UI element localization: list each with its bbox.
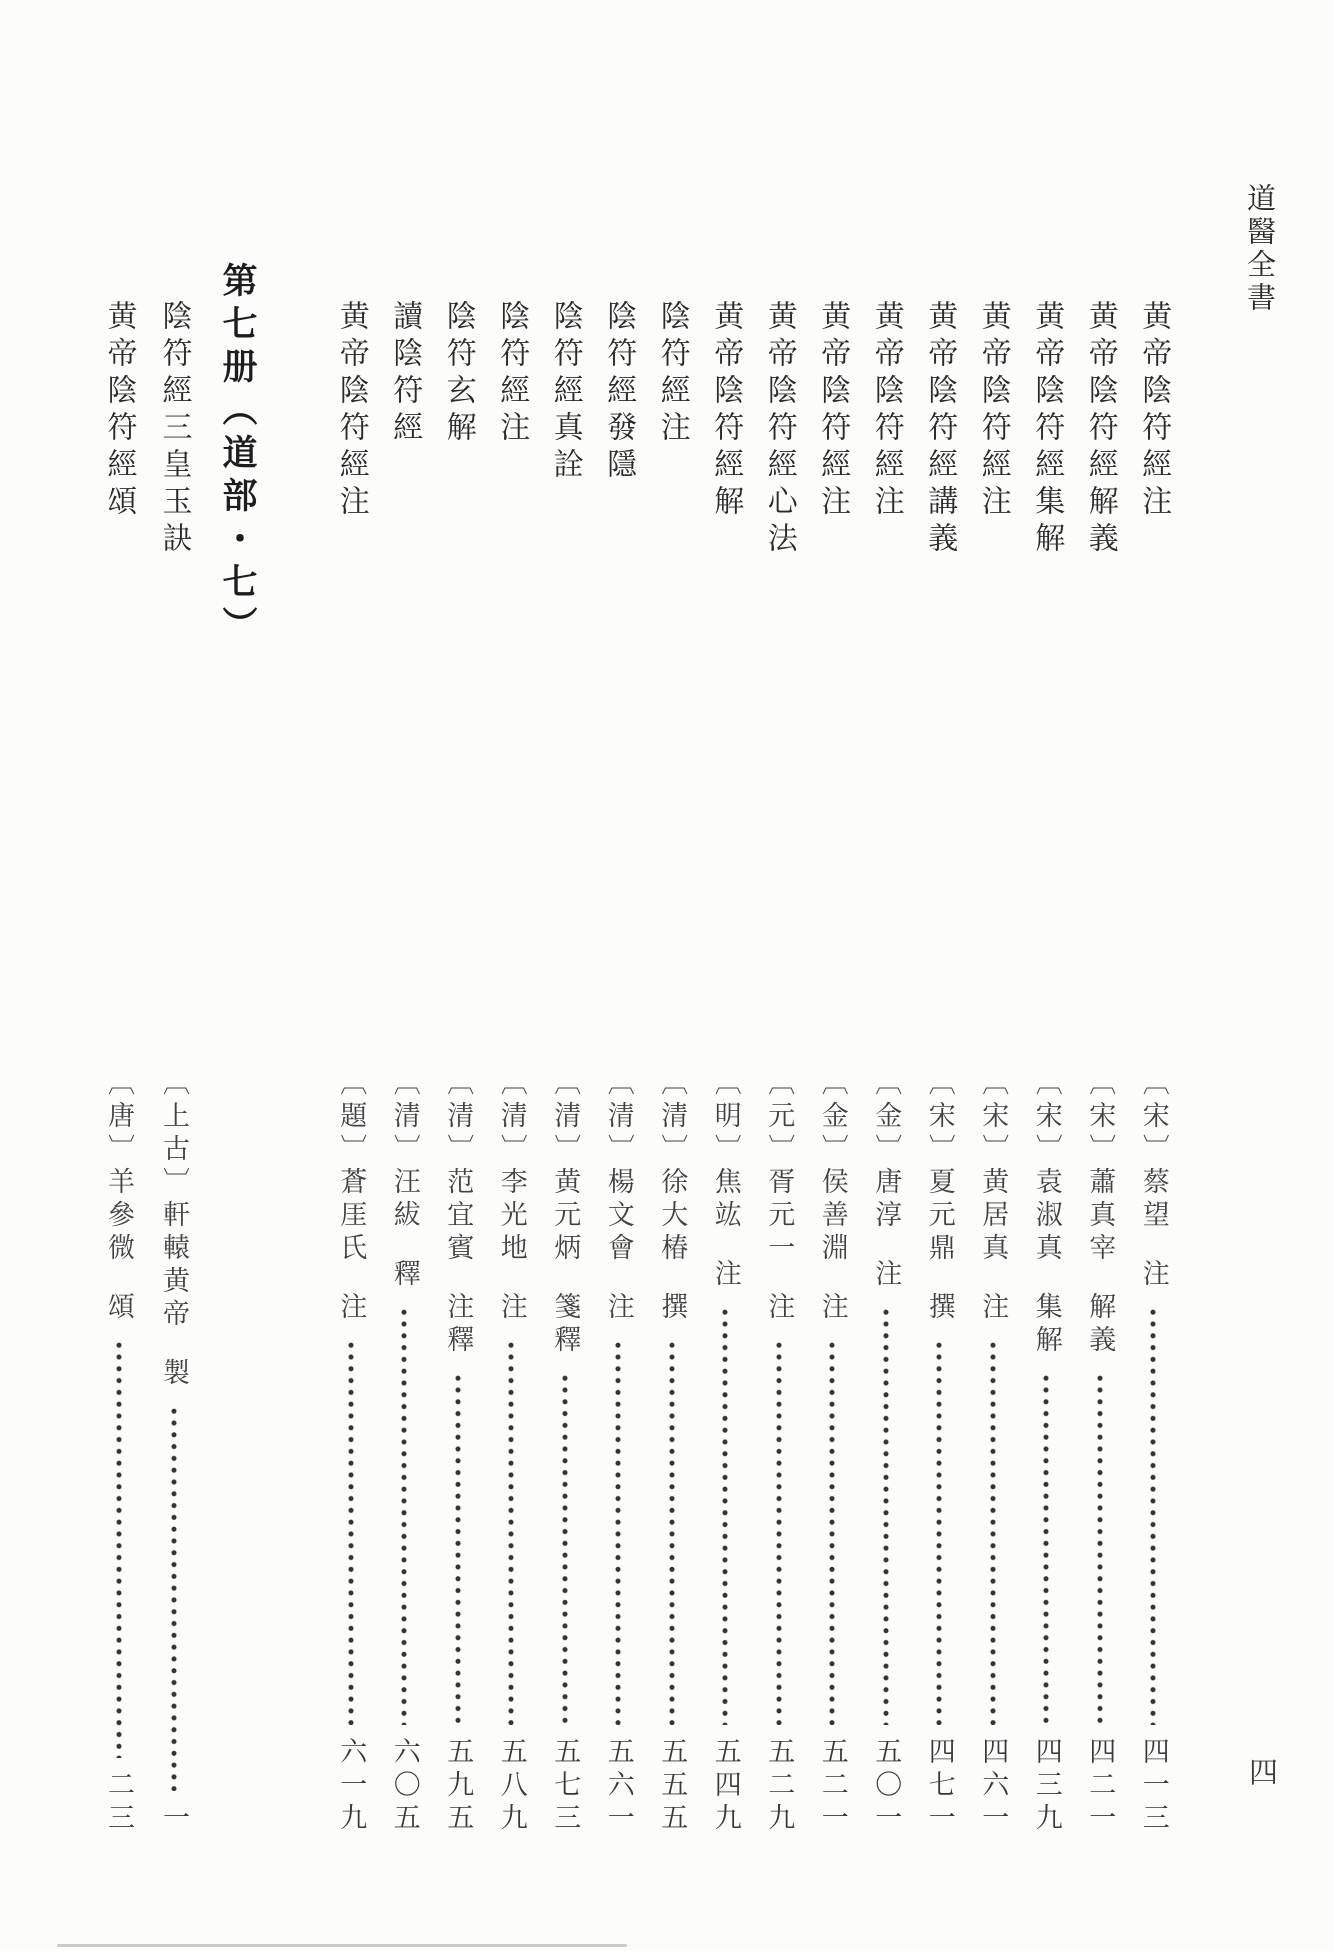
dot-leader (1096, 1374, 1103, 1725)
dot-leader (115, 1341, 122, 1758)
entry-role: 注 (602, 1292, 634, 1325)
entry-attribution (706, 1068, 745, 1292)
entry-author: 〔金〕侯善淵 (816, 1068, 848, 1266)
toc-entry-column (1073, 300, 1127, 1838)
entry-attribution (154, 1068, 193, 1391)
entry-page-number: 四一三 (1137, 1737, 1169, 1836)
entry-attribution-block (652, 1068, 691, 1836)
entry-title: 黄帝陰符經注 (815, 300, 851, 522)
entry-role: 注 (709, 1259, 741, 1292)
entry-title: 陰符經注 (654, 300, 690, 448)
dot-leader (668, 1341, 675, 1725)
entry-page-number: 五四九 (709, 1737, 741, 1836)
entry-page-number: 一 (158, 1803, 189, 1836)
entry-attribution-block (438, 1068, 477, 1836)
entry-role: 注釋 (442, 1292, 474, 1358)
entry-author: 〔唐〕羊參微 (103, 1068, 134, 1266)
toc-entry-column (146, 300, 201, 1838)
entry-attribution (99, 1068, 138, 1325)
entry-role: 解義 (1084, 1292, 1116, 1358)
toc-columns (93, 262, 1180, 1838)
entry-attribution-block (385, 1068, 424, 1836)
entry-author: 〔題〕蒼厓氏 (335, 1068, 367, 1266)
entry-page-number: 四三九 (1030, 1737, 1062, 1836)
entry-title: 讀陰符經 (387, 300, 423, 448)
entry-attribution (545, 1068, 584, 1358)
entry-role: 製 (158, 1358, 189, 1391)
entry-attribution (652, 1068, 691, 1325)
entry-attribution (866, 1068, 905, 1292)
toc-entry-column (1127, 300, 1181, 1838)
toc-section-header-column (206, 262, 268, 1838)
entry-attribution (1027, 1068, 1066, 1358)
entry-page-number: 五〇一 (870, 1737, 902, 1836)
entry-role: 注 (335, 1292, 367, 1325)
entry-page-number: 四六一 (977, 1737, 1009, 1836)
entry-attribution (759, 1068, 798, 1325)
entry-title: 黄帝陰符經注 (1136, 300, 1172, 522)
dot-leader (454, 1374, 461, 1725)
entry-attribution (438, 1068, 477, 1358)
entry-role: 撰 (656, 1292, 688, 1325)
section-header-title: 第七册（道部・七） (217, 262, 258, 649)
toc-entry-column (431, 300, 485, 1838)
book-title-header: 道醫全書 (1243, 183, 1277, 315)
entry-attribution-block (1027, 1068, 1066, 1836)
dot-leader (989, 1341, 996, 1725)
toc-entry-column (324, 300, 378, 1838)
entry-attribution (599, 1068, 638, 1325)
entry-attribution (920, 1068, 959, 1325)
entry-attribution-block (154, 1068, 193, 1836)
entry-attribution-block (1080, 1068, 1119, 1836)
entry-author: 〔金〕唐淳 (870, 1068, 902, 1233)
dot-leader (170, 1407, 177, 1791)
entry-author: 〔清〕徐大椿 (656, 1068, 688, 1266)
entry-role: 注 (763, 1292, 795, 1325)
entry-author: 〔清〕黄元炳 (549, 1068, 581, 1266)
toc-entry-column (966, 300, 1020, 1838)
dot-leader (561, 1374, 568, 1725)
entry-title: 黄帝陰符經講義 (922, 300, 958, 559)
entry-author: 〔清〕楊文會 (602, 1068, 634, 1266)
entry-page-number: 五九五 (442, 1737, 474, 1836)
entry-title: 陰符經發隱 (601, 300, 637, 485)
toc-entry-column (378, 300, 432, 1838)
entry-author: 〔宋〕黄居真 (977, 1068, 1009, 1266)
entry-page-number: 六一九 (335, 1737, 367, 1836)
entry-role: 注 (1137, 1259, 1169, 1292)
entry-page-number: 二三 (103, 1770, 134, 1836)
entry-author: 〔宋〕蕭真宰 (1084, 1068, 1116, 1266)
entry-attribution-block (331, 1068, 370, 1836)
entry-attribution-block (920, 1068, 959, 1836)
entry-page-number: 五六一 (602, 1737, 634, 1836)
entry-role: 箋釋 (549, 1292, 581, 1358)
toc-entry-column (485, 300, 539, 1838)
entry-attribution-block (813, 1068, 852, 1836)
entry-attribution-block (492, 1068, 531, 1836)
entry-role: 注 (977, 1292, 1009, 1325)
scan-edge-artifact (57, 1944, 627, 1947)
entry-page-number: 五五五 (656, 1737, 688, 1836)
entry-attribution (973, 1068, 1012, 1325)
entry-attribution-block (545, 1068, 584, 1836)
entry-page-number: 四七一 (923, 1737, 955, 1836)
toc-entry-column (859, 300, 913, 1838)
entry-title: 陰符經真詮 (547, 300, 583, 485)
entry-attribution (813, 1068, 852, 1325)
dot-leader (508, 1341, 515, 1725)
entry-page-number: 六〇五 (388, 1737, 420, 1836)
entry-title: 黄帝陰符經集解 (1029, 300, 1065, 559)
entry-title: 黄帝陰符經解義 (1082, 300, 1118, 559)
toc-entry-column (91, 300, 146, 1838)
entry-attribution (1134, 1068, 1173, 1292)
entry-role: 注 (495, 1292, 527, 1325)
entry-title: 黄帝陰符經注 (975, 300, 1011, 522)
entry-attribution-block (99, 1068, 138, 1836)
entry-role: 集解 (1030, 1292, 1062, 1358)
entry-title: 陰符玄解 (440, 300, 476, 448)
dot-leader (615, 1341, 622, 1725)
page-folio-number: 四 (1245, 1757, 1279, 1786)
entry-attribution (331, 1068, 370, 1325)
toc-entry-column (538, 300, 592, 1838)
dot-leader (347, 1341, 354, 1725)
dot-leader (401, 1308, 408, 1725)
dot-leader (829, 1341, 836, 1725)
entry-attribution-block (759, 1068, 798, 1836)
entry-author: 〔宋〕蔡望 (1137, 1068, 1169, 1233)
dot-leader (775, 1341, 782, 1725)
entry-role: 撰 (923, 1292, 955, 1325)
entry-title: 黄帝陰符經頌 (101, 300, 137, 522)
entry-title: 黄帝陰符經解 (708, 300, 744, 522)
entry-page-number: 四二一 (1084, 1737, 1116, 1836)
entry-author: 〔明〕焦竑 (709, 1068, 741, 1233)
entry-title: 黄帝陰符經心法 (761, 300, 797, 559)
entry-attribution-block (866, 1068, 905, 1836)
entry-attribution-block (706, 1068, 745, 1836)
dot-leader (1150, 1308, 1157, 1725)
dot-leader (936, 1341, 943, 1725)
entry-attribution-block (599, 1068, 638, 1836)
entry-author: 〔宋〕夏元鼎 (923, 1068, 955, 1266)
toc-entry-column (592, 300, 646, 1838)
entry-author: 〔清〕李光地 (495, 1068, 527, 1266)
entry-role: 釋 (388, 1259, 420, 1292)
dot-leader (1043, 1374, 1050, 1725)
entry-author: 〔上古〕軒轅黄帝 (158, 1068, 189, 1332)
entry-attribution-block (973, 1068, 1012, 1836)
entry-page-number: 五七三 (549, 1737, 581, 1836)
entry-attribution (1080, 1068, 1119, 1358)
entry-author: 〔元〕胥元一 (763, 1068, 795, 1266)
entry-author: 〔清〕范宜賓 (442, 1068, 474, 1266)
entry-page-number: 五二九 (763, 1737, 795, 1836)
entry-page-number: 五二一 (816, 1737, 848, 1836)
entry-role: 頌 (103, 1292, 134, 1325)
toc-entry-column (913, 300, 967, 1838)
entry-attribution-block (1134, 1068, 1173, 1836)
toc-entry-column (1020, 300, 1074, 1838)
toc-entry-column (699, 300, 753, 1838)
entry-author: 〔清〕汪紱 (388, 1068, 420, 1233)
toc-entry-column (645, 300, 699, 1838)
entry-title: 陰符經注 (494, 300, 530, 448)
dot-leader (722, 1308, 729, 1725)
dot-leader (882, 1308, 889, 1725)
entry-title: 黄帝陰符經注 (333, 300, 369, 522)
toc-entry-column (752, 300, 806, 1838)
entry-author: 〔宋〕袁淑真 (1030, 1068, 1062, 1266)
entry-title: 陰符經三皇玉訣 (156, 300, 192, 559)
entry-role: 注 (870, 1259, 902, 1292)
entry-role: 注 (816, 1292, 848, 1325)
entry-attribution (385, 1068, 424, 1292)
entry-attribution (492, 1068, 531, 1325)
entry-title: 黄帝陰符經注 (868, 300, 904, 522)
toc-entry-column (806, 300, 860, 1838)
entry-page-number: 五八九 (495, 1737, 527, 1836)
